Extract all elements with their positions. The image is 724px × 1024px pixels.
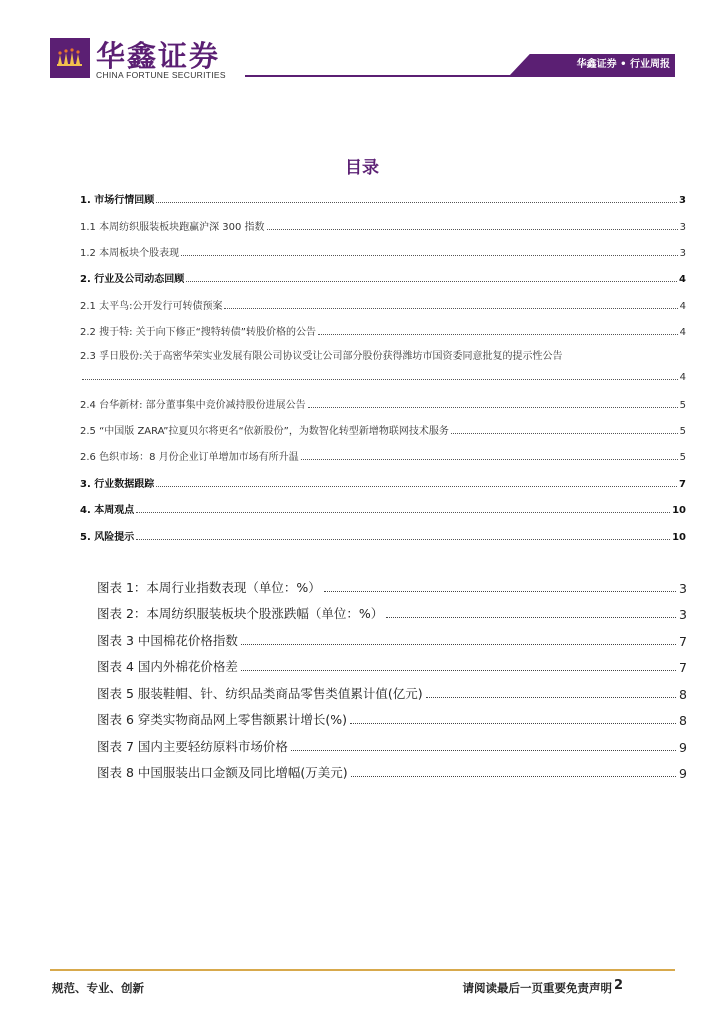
toc-entry-1-2[interactable]: [80, 243, 686, 259]
dot-leader: [318, 334, 678, 335]
toc-entry-2-3[interactable]: [80, 367, 686, 383]
toc-entry-2[interactable]: [80, 269, 686, 285]
toc-entry-4[interactable]: [80, 500, 686, 516]
toc-entry-text: 2.5 “中国版 ZARA”拉夏贝尔将更名“依新股份”，为数智化转型新增物联网技术服务: [80, 426, 449, 437]
dot-leader: [181, 255, 678, 256]
figure-entry-page: 9: [679, 766, 687, 781]
figure-entry-page: 8: [679, 713, 687, 728]
toc-entry-2-1[interactable]: [80, 296, 686, 312]
figure-entry-page: 7: [679, 634, 687, 649]
toc-entry-text: 2. 行业及公司动态回顾: [80, 274, 185, 285]
dot-leader: [224, 308, 677, 309]
toc-entry-text: 2.6 色织市场：8 月份企业订单增加市场有所升温: [80, 452, 299, 463]
dot-leader: [350, 723, 676, 724]
toc-entry-2-6[interactable]: [80, 447, 686, 463]
figure-entry-page: 3: [679, 581, 687, 596]
figure-entry-text: 图表 4 国内外棉花价格差: [97, 659, 238, 674]
toc-entry-page: 3: [679, 248, 686, 259]
figure-entry-text: 图表 3 中国棉花价格指数: [97, 633, 238, 648]
figure-entry-text: 图表 7 国内主要轻纺原料市场价格: [97, 739, 288, 754]
toc-entry-page: 4: [679, 301, 686, 312]
dot-leader: [241, 670, 676, 671]
dot-leader: [291, 750, 676, 751]
toc-entry-text: 2.4 台华新材: 部分董事集中竞价减持股份进展公告: [80, 400, 306, 411]
toc-entry-page: 7: [679, 479, 686, 490]
toc-entry-page: 5: [679, 400, 686, 411]
toc-entry-text: 2.1 太平鸟:公开发行可转债预案: [80, 301, 223, 312]
footer-slogan: 规范、专业、创新: [52, 981, 144, 995]
fortune-logo-icon: [50, 38, 90, 78]
toc-entry-page: 4: [679, 274, 686, 285]
toc-entry-5[interactable]: [80, 527, 686, 543]
toc-entry-page: 4: [679, 327, 686, 338]
toc-entry-text: 4. 本周观点: [80, 505, 135, 516]
figure-entry-text: 图表 2：本周纺织服装板块个股涨跌幅（单位：%）: [97, 606, 384, 621]
dot-leader: [156, 202, 677, 203]
page-number: 2: [614, 978, 624, 993]
dot-leader: [136, 512, 670, 513]
dot-leader: [426, 697, 676, 698]
toc-entry-1[interactable]: [80, 190, 686, 206]
report-type-tag: 华鑫证券 • 行业周报: [576, 59, 670, 70]
figure-entry-8[interactable]: [97, 761, 687, 781]
figure-entry-text: 图表 1：本周行业指数表现（单位：%）: [97, 580, 321, 595]
figure-entry-page: 7: [679, 660, 687, 675]
toc-entry-text: 1. 市场行情回顾: [80, 195, 155, 206]
figure-entry-text: 图表 8 中国服装出口金额及同比增幅(万美元): [97, 765, 348, 780]
toc-entry-text: 2.2 搜于特: 关于向下修正“搜特转债”转股价格的公告: [80, 327, 316, 338]
figure-entry-text: 图表 5 服装鞋帽、针、纺织品类商品零售类值累计值(亿元): [97, 686, 423, 701]
figure-entry-page: 9: [679, 740, 687, 755]
figure-entry-2[interactable]: [97, 602, 687, 622]
dot-leader: [82, 379, 678, 380]
figure-entry-page: 3: [679, 607, 687, 622]
footer-disclaimer: 请阅读最后一页重要免责声明: [462, 981, 612, 995]
figure-entry-5[interactable]: [97, 682, 687, 702]
toc-entry-2-3-text[interactable]: 2.3 孚日股份:关于高密华荣实业发展有限公司协议受让公司部分股份获得潍坊市国资委同意批复的提示性公告: [80, 351, 563, 362]
footer-divider: [50, 969, 675, 971]
figure-entry-3[interactable]: [97, 629, 687, 649]
dot-leader: [451, 433, 678, 434]
toc-title: 目录: [345, 158, 379, 178]
dot-leader: [267, 229, 678, 230]
toc-entry-page: 4: [679, 372, 686, 383]
figure-entry-1[interactable]: [97, 576, 687, 596]
dot-leader: [324, 591, 676, 592]
brand-subtitle: CHINA FORTUNE SECURITIES: [96, 70, 226, 80]
toc-entry-page: 10: [672, 532, 686, 543]
dot-leader: [241, 644, 676, 645]
figure-entry-7[interactable]: [97, 735, 687, 755]
toc-entry-2-2[interactable]: [80, 322, 686, 338]
toc-entry-page: 10: [672, 505, 686, 516]
toc-entry-page: 5: [679, 426, 686, 437]
toc-entry-page: 5: [679, 452, 686, 463]
toc-entry-page: 3: [679, 195, 686, 206]
toc-entry-page: 3: [679, 222, 686, 233]
dot-leader: [156, 486, 677, 487]
dot-leader: [308, 407, 678, 408]
dot-leader: [186, 281, 677, 282]
dot-leader: [136, 539, 670, 540]
dot-leader: [301, 459, 678, 460]
figure-entry-text: 图表 6 穿类实物商品网上零售额累计增长(%): [97, 712, 348, 727]
brand-name: 华鑫证券: [96, 39, 221, 73]
figure-entry-6[interactable]: [97, 708, 687, 728]
dot-leader: [386, 617, 676, 618]
figure-entry-page: 8: [679, 687, 687, 702]
figure-entry-4[interactable]: [97, 655, 687, 675]
toc-entry-text: 5. 风险提示: [80, 532, 135, 543]
toc-entry-text: 1.2 本周板块个股表现: [80, 248, 180, 259]
toc-entry-3[interactable]: [80, 474, 686, 490]
dot-leader: [351, 776, 676, 777]
page-header: [0, 0, 724, 90]
toc-entry-text: 3. 行业数据跟踪: [80, 479, 155, 490]
header-divider: [245, 75, 675, 77]
toc-entry-1-1[interactable]: [80, 217, 686, 233]
toc-entry-2-5[interactable]: [80, 421, 686, 437]
toc-entry-text: 1.1 本周纺织服装板块跑赢沪深 300 指数: [80, 222, 265, 233]
toc-entry-2-4[interactable]: [80, 395, 686, 411]
